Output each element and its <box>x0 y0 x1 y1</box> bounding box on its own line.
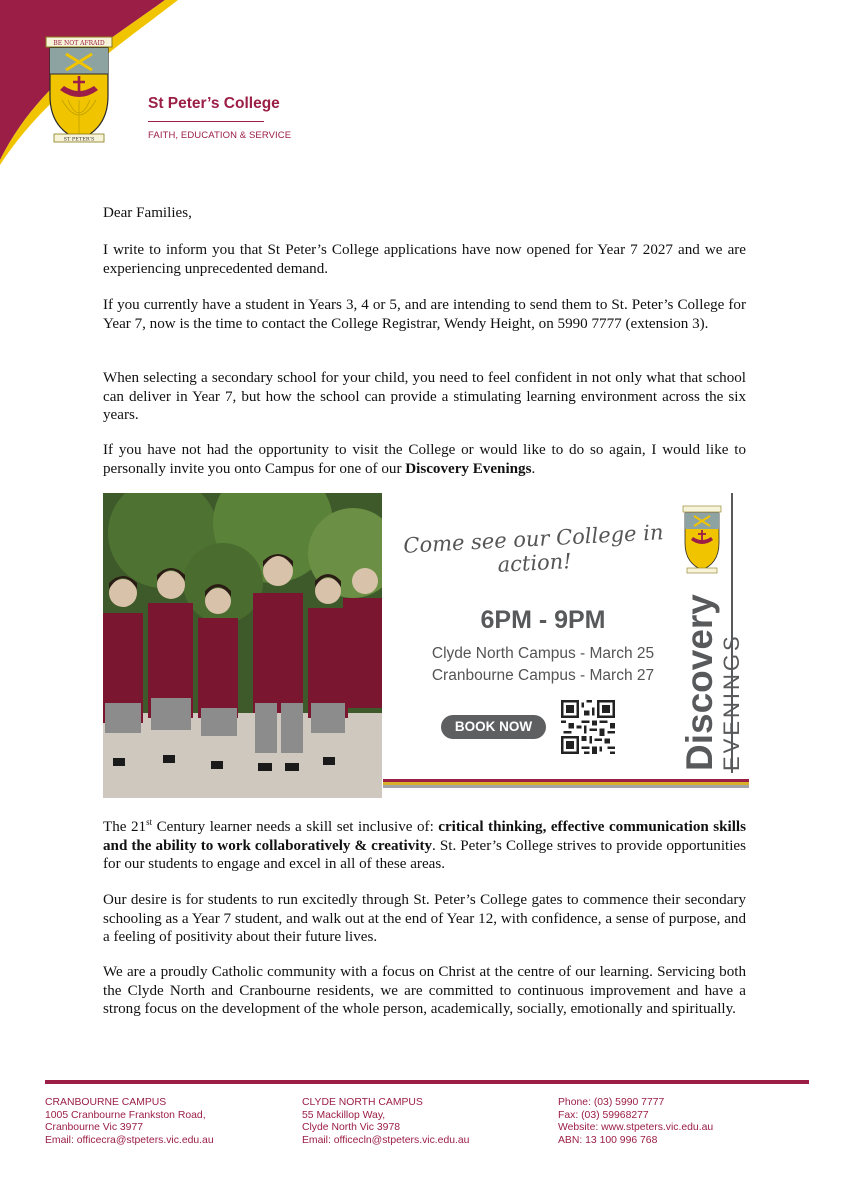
banner-stripe-grey <box>383 785 749 788</box>
footer-line: Clyde North Vic 3978 <box>302 1122 400 1134</box>
book-now-button[interactable]: BOOK NOW <box>441 715 546 739</box>
skills-emphasis: critical thinking, effective communication skills and the ability to work collaboratively & creativity <box>103 819 746 854</box>
footer-line: CLYDE NORTH CAMPUS <box>302 1097 423 1108</box>
footer-divider <box>45 1080 809 1084</box>
mini-crest-icon <box>681 505 723 575</box>
crest-banner: ST PETER’S <box>63 136 95 143</box>
cranbourne-date: Cranbourne Campus - March 27 <box>431 667 655 684</box>
letter-paragraph-6: Our desire is for students to run excitedly through St. Peter’s College gates to commence their secondary schooling as a Year 7 student, and walk out at the end of Year 12, with confidence, a sense of purpose, and a feeling of positivity about their future lives. <box>103 892 746 946</box>
footer-abn: ABN: 13 100 996 768 <box>558 1134 658 1146</box>
qr-code-icon <box>561 700 615 754</box>
footer-line: 1005 Cranbourne Frankston Road, <box>45 1109 206 1121</box>
footer-contact-details <box>558 1097 713 1147</box>
discovery-title: Discovery <box>679 594 720 771</box>
footer-clyde-north-campus <box>302 1097 469 1147</box>
school-tagline: FAITH, EDUCATION & SERVICE <box>148 130 292 141</box>
letter-paragraph-1: I write to inform you that St Peter’s College applications have now opened for Year 7 2027 and we are experiencing unprecedented demand. <box>103 242 746 277</box>
event-time: 6PM - 9PM <box>480 606 606 634</box>
clyde-north-date: Clyde North Campus - March 25 <box>431 645 655 662</box>
footer-line: Cranbourne Vic 3977 <box>45 1122 144 1134</box>
discovery-evenings-emphasis: Discovery Evenings <box>405 460 532 477</box>
students-photo <box>103 493 382 798</box>
banner-tagline: Come see our College in action! <box>402 520 664 577</box>
footer-website[interactable]: Website: www.stpeters.vic.edu.au <box>558 1122 714 1134</box>
letter-paragraph-7: We are a proudly Catholic community with a focus on Christ at the centre of our learning. Servicing both the Clyde North and Cranbourne residents, we are committed to continuous improvement and have a strong focus on the development of the whole person, academically, socially, emotionally and spiritually. <box>103 964 746 1018</box>
footer-fax: Fax: (03) 59968277 <box>558 1109 649 1121</box>
footer-email[interactable]: Email: officecra@stpeters.vic.edu.au <box>45 1134 214 1146</box>
evenings-title: EVENINGS <box>719 633 744 771</box>
crest-motto: BE NOT AFRAID <box>53 40 105 47</box>
school-crest-icon <box>44 34 114 146</box>
discovery-evenings-banner <box>103 493 749 798</box>
footer-line: 55 Mackillop Way, <box>302 1109 386 1121</box>
letter-paragraph-5: The 21st Century learner needs a skill set inclusive of: critical thinking, effective communication skills and the ability to work collaboratively & creativity. St. Peter’s College strives to provide opportunities for our students to engage and excel in all of these areas. <box>103 817 746 873</box>
brand-divider <box>148 121 264 122</box>
footer-phone[interactable]: Phone: (03) 5990 7777 <box>558 1097 665 1108</box>
letter-greeting: Dear Families, <box>103 205 192 221</box>
letter-paragraph-2: If you currently have a student in Years 3, 4 or 5, and are intending to send them to St. Peter’s College for Year 7, now is the time to contact the College Registrar, Wendy Height, on 5990 7777 (extension 3). <box>103 297 746 332</box>
school-name: St Peter’s College <box>148 95 280 112</box>
footer-email[interactable]: Email: officecln@stpeters.vic.edu.au <box>302 1134 470 1146</box>
footer-line: CRANBOURNE CAMPUS <box>45 1097 167 1108</box>
letter-paragraph-4: If you have not had the opportunity to visit the College or would like to do so again, I would like to personally invite you onto Campus for one of our Discovery Evenings. <box>103 442 746 477</box>
footer-cranbourne-campus <box>45 1097 214 1147</box>
letter-paragraph-3: When selecting a secondary school for your child, you need to feel confident in not only what that school can deliver in Year 7, but how the school can provide a stimulating learning environment across the six years. <box>103 370 746 424</box>
